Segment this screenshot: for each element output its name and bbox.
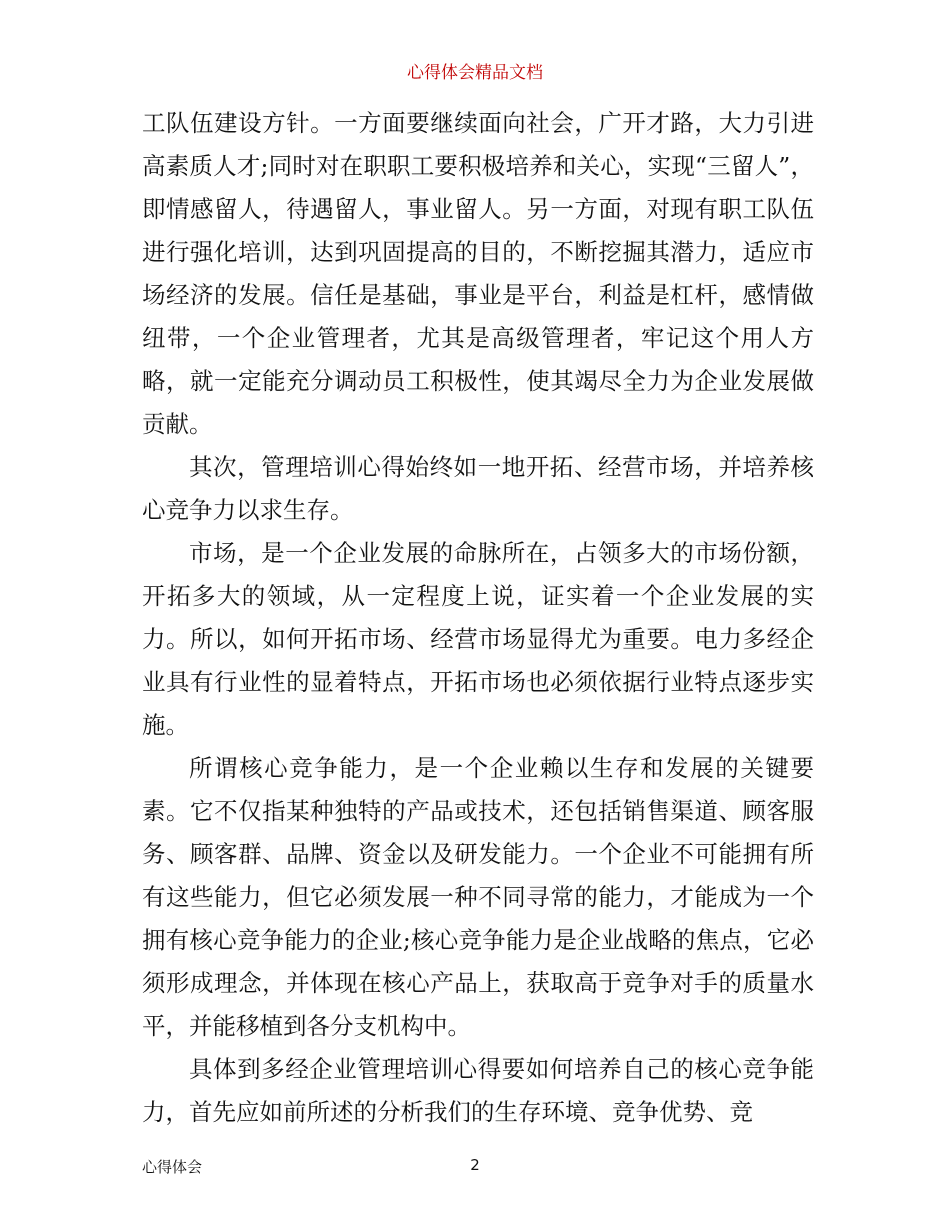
paragraph-3: 市场，是一个企业发展的命脉所在，占领多大的市场份额，开拓多大的领域，从一定程度上说，证实着一个企业发展的实力。所以，如何开拓市场、经营市场显得尤为重要。电力多经企业具有行业性的显着特点，开拓市场也必须依据行业特点逐步实施。 bbox=[142, 539, 814, 739]
paragraph-2: 其次，管理培训心得始终如一地开拓、经营市场，并培养核心竞争力以求生存。 bbox=[142, 453, 814, 524]
paragraph-1: 工队伍建设方针。一方面要继续面向社会，广开才路，大力引进高素质人才;同时对在职职工要积极培养和关心，实现“三留人”，即情感留人，待遇留人，事业留人。另一方面，对现有职工队伍进行强化培训，达到巩固提高的目的，不断挖掘其潜力，适应市场经济的发展。信任是基础，事业是平台，利益是杠杆，感情做纽带，一个企业管理者，尤其是高级管理者，牢记这个用人方略，就一定能充分调动员工积极性，使其竭尽全力为企业发展做贡献。 bbox=[142, 109, 814, 438]
paragraph-5: 具体到多经企业管理培训心得要如何培养自己的核心竞争能力，首先应如前所述的分析我们的生存环境、竞争优势、竞 bbox=[142, 1055, 814, 1126]
page-number: 2 bbox=[470, 1156, 480, 1174]
document-header: 心得体会精品文档 bbox=[407, 63, 543, 83]
paragraph-4: 所谓核心竞争能力，是一个企业赖以生存和发展的关键要素。它不仅指某种独特的产品或技术，还包括销售渠道、顾客服务、顾客群、品牌、资金以及研发能力。一个企业不可能拥有所有这些能力，但它必须发展一种不同寻常的能力，才能成为一个拥有核心竞争能力的企业;核心竞争能力是企业战略的焦点，它必须形成理念，并体现在核心产品上，获取高于竞争对手的质量水平，并能移植到各分支机构中。 bbox=[142, 754, 814, 1040]
footer-label: 心得体会 bbox=[142, 1158, 203, 1176]
document-body bbox=[142, 102, 814, 1134]
